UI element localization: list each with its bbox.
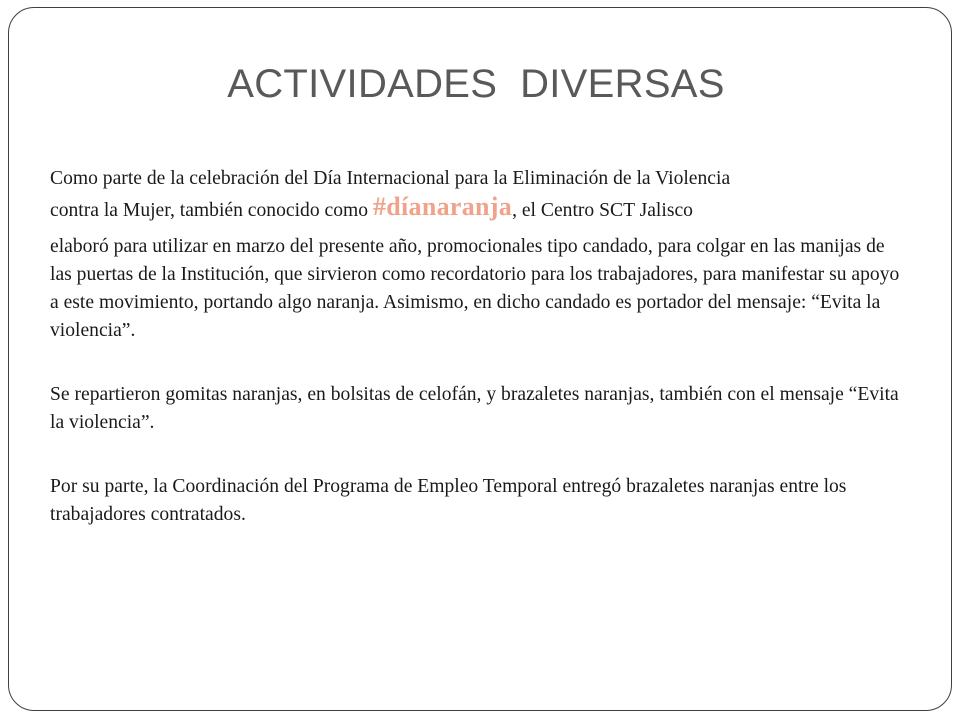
paragraph1-line2-after: , el Centro SCT Jalisco: [512, 200, 693, 221]
paragraph-gomitas: Se repartieron gomitas naranjas, en bolsitas de celofán, y brazaletes naranjas, también con el mensaje “Evita la violencia”.: [50, 384, 899, 433]
hashtag-dianaranja: #díanaranja: [372, 192, 513, 221]
slide-body: [50, 165, 900, 529]
paragraph-coordinacion: Por su parte, la Coordinación del Programa de Empleo Temporal entregó brazaletes naranjas entre los trabajadores contratados.: [50, 476, 847, 525]
paragraph1-rest: elaboró para utilizar en marzo del presente año, promocionales tipo candado, para colgar en las manijas de las puertas de la Institución, que sirvieron como recordatorio para los trabajadores, para manifestar su apoyo a este movimiento, portando algo naranja. Asimismo, en dicho candado es portador del mensaje: “Evita la violencia”.: [50, 236, 900, 341]
paragraph1-line2-before: contra la Mujer, también conocido como: [50, 200, 373, 221]
slide-title: ACTIVIDADES DIVERSAS: [227, 62, 725, 106]
paragraph-hashtag-campaign: [50, 165, 900, 345]
paragraph1-line1: Como parte de la celebración del Día Internacional para la Eliminación de la Violencia: [50, 168, 731, 189]
